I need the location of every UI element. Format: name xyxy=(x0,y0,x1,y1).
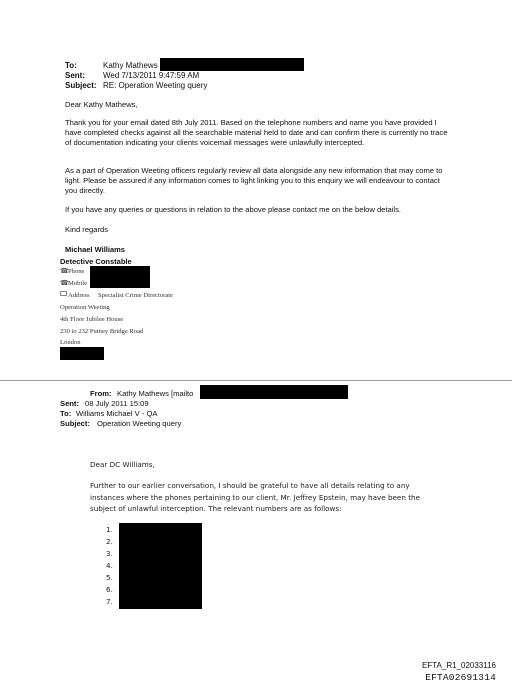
subject-label: Subject: xyxy=(65,81,97,90)
message-divider xyxy=(0,380,512,381)
number-item-5: 5. xyxy=(106,573,113,582)
original-from-value: Kathy Mathews [mailto xyxy=(117,389,194,398)
address-line-5: London xyxy=(60,339,81,346)
redaction-postcode xyxy=(60,347,104,360)
number-item-3: 3. xyxy=(106,549,113,558)
redaction-phone-numbers xyxy=(90,266,150,288)
reply-paragraph-2: As a part of Operation Weeting officers regularly review all data alongside any new information that may come to light. Please be assured if any information comes to light linking you to this enquiry we will endeavour to contact you directly. xyxy=(65,166,443,195)
phone-icon: ☎ xyxy=(60,267,69,275)
envelope-icon xyxy=(60,291,67,296)
address-label: Address xyxy=(68,292,90,299)
signature-name: Michael Williams xyxy=(65,245,125,254)
mobile-icon: ☎ xyxy=(60,279,69,287)
original-paragraph-1: Further to our earlier conversation, I should be grateful to have all details relating to any instances where the phones pertaining to our client, Mr. Jeffrey Epstein, may have been the subject of unlawful interception. The relevant numbers are as follows: xyxy=(90,481,420,513)
footer-ref-2: EFTA02691314 xyxy=(425,672,496,683)
address-line-2: Operation Weeting xyxy=(60,304,110,311)
phone-label: Phone xyxy=(68,268,85,275)
reply-paragraph-1: Thank you for your email dated 8th July 2011. Based on the telephone numbers and name you have provided I have completed checks against all the searchable material held to date and can confirm there is currently no trace of documentation indicating your clients voicemail messages were unlawfully intercepted. xyxy=(65,118,448,147)
address-line-3: 4th Floor Jubilee House xyxy=(60,316,124,323)
number-item-4: 4. xyxy=(106,561,113,570)
original-sent-value: 08 July 2011 15:09 xyxy=(85,399,149,408)
reply-closing: Kind regards xyxy=(65,225,109,234)
sent-value: Wed 7/13/2011 9:47:59 AM xyxy=(103,71,200,80)
number-item-6: 6. xyxy=(106,585,113,594)
reply-greeting: Dear Kathy Mathews, xyxy=(65,100,138,109)
original-to-label: To: xyxy=(60,409,72,418)
address-line-1: Specialist Crime Directorate xyxy=(98,292,174,299)
to-label: To: xyxy=(65,61,77,70)
subject-value: RE: Operation Weeting query xyxy=(103,81,208,90)
number-item-2: 2. xyxy=(106,537,113,546)
address-line-4: 230 to 232 Putney Bridge Road xyxy=(60,328,144,335)
original-subject-value: Operation Weeting query xyxy=(97,419,182,428)
mobile-label: Mobile xyxy=(68,280,88,287)
sent-label: Sent: xyxy=(65,71,85,80)
reply-paragraph-3: If you have any queries or questions in relation to the above please contact me on the below details. xyxy=(65,205,402,214)
signature-title: Detective Constable xyxy=(60,257,132,266)
redaction-phone-list xyxy=(119,523,202,609)
number-item-7: 7. xyxy=(106,597,113,606)
original-to-value: Williams Michael V - QA xyxy=(76,409,158,418)
number-item-1: 1. xyxy=(106,525,113,534)
redaction-to-email xyxy=(160,58,304,71)
original-sent-label: Sent: xyxy=(60,399,79,408)
original-greeting: Dear DC Williams, xyxy=(90,460,155,469)
original-subject-label: Subject: xyxy=(60,419,90,428)
redaction-from-email xyxy=(200,385,348,399)
footer-ref-1: EFTA_R1_02033116 xyxy=(422,661,496,670)
to-value: Kathy Mathews xyxy=(103,61,158,70)
original-from-label: From: xyxy=(90,389,112,398)
